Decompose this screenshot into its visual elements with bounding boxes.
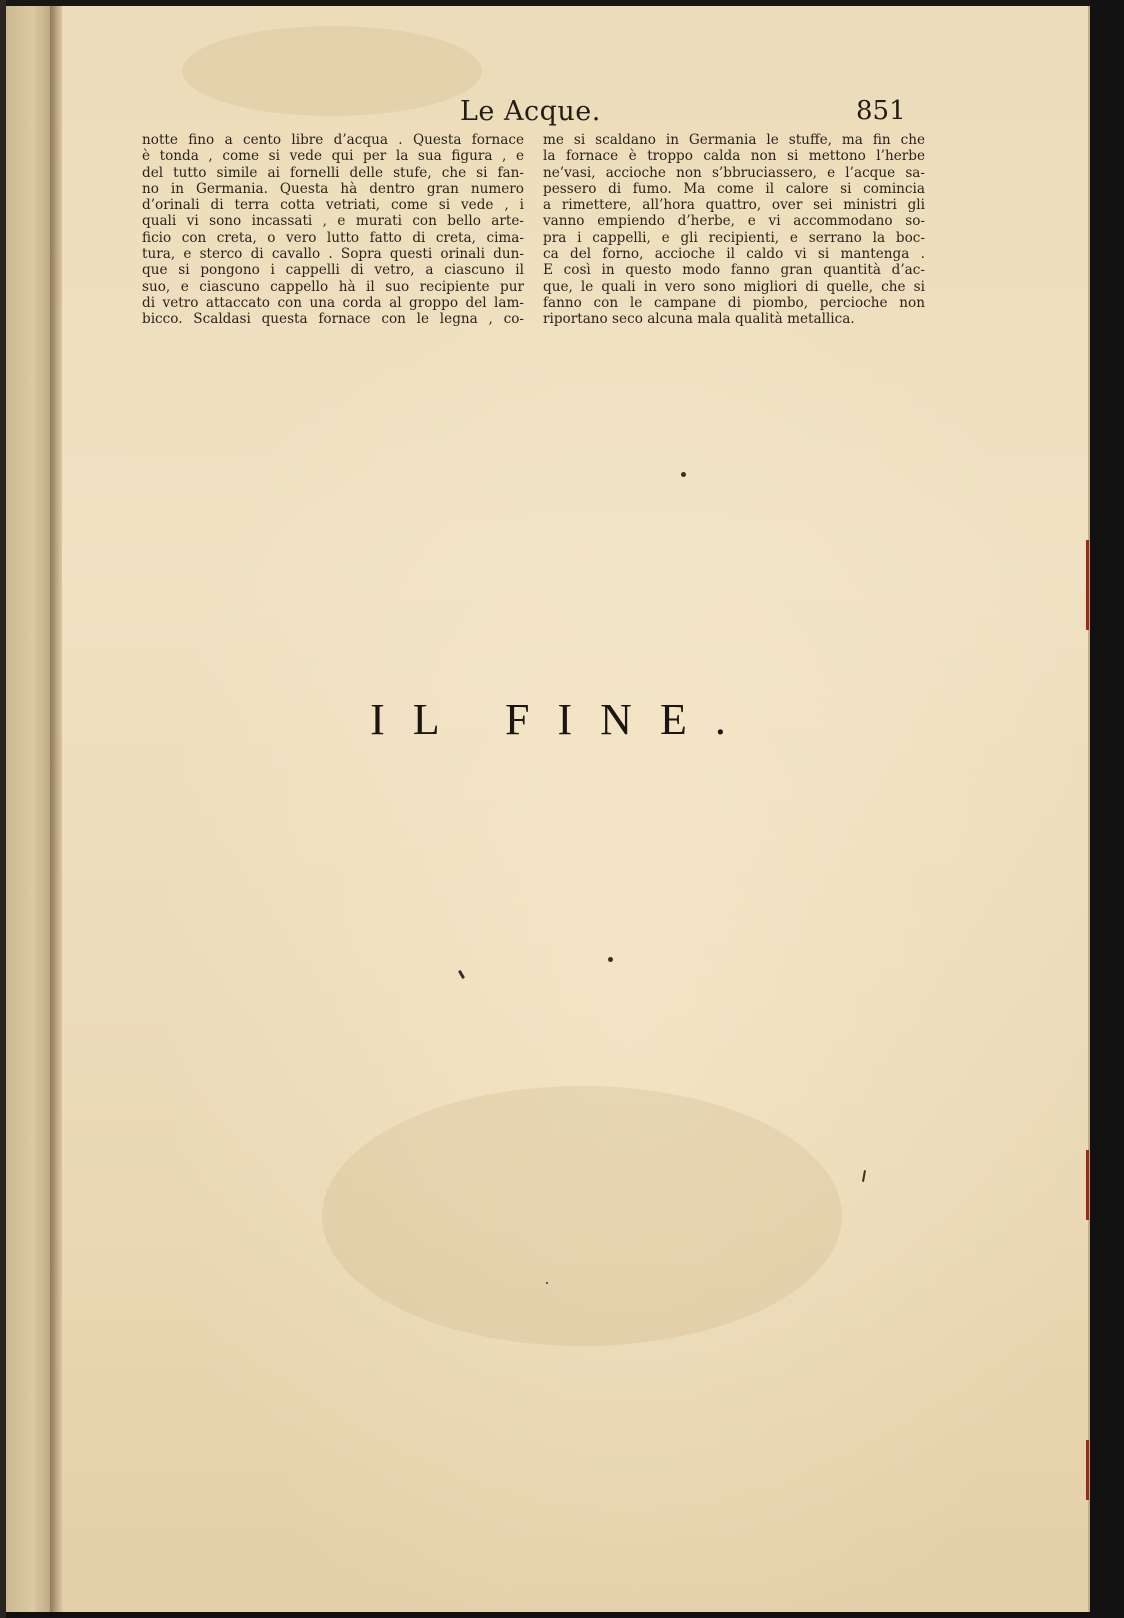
text-line: suo, e ciascuno cappello hà il suo recipiente pur <box>142 278 524 295</box>
text-line: di vetro attaccato con una corda al groppo del lam- <box>142 294 524 311</box>
text-line: ne’vasi, accioche non s’bbruciassero, e l’acque sa- <box>543 164 925 181</box>
text-column-left <box>142 132 524 328</box>
colophon-il-fine: IL FINE. <box>370 695 754 744</box>
text-line: a rimettere, all’hora quattro, over sei ministri gli <box>543 197 925 214</box>
red-edge-mark <box>1086 1150 1089 1220</box>
text-line: ca del forno, accioche il caldo vi si mantenga . <box>543 246 925 263</box>
scan-border-right <box>1090 0 1124 1618</box>
text-line: del tutto simile ai fornelli delle stufe, che si fan- <box>142 164 524 181</box>
running-head: Le Acque. <box>460 96 601 127</box>
text-line: vanno empiendo d’herbe, e vi accommodano so- <box>543 213 925 230</box>
text-line: d’orinali di terra cotta vetriati, come si vede , i <box>142 197 524 214</box>
adjacent-page-edge <box>6 6 54 1612</box>
red-edge-mark <box>1086 540 1089 630</box>
text-line: è tonda , come si vede qui per la sua figura , e <box>142 148 524 165</box>
text-line: fanno con le campane di piombo, percioche non <box>543 294 925 311</box>
ink-speck <box>608 957 613 962</box>
text-line: ficio con creta, o vero lutto fatto di creta, cima- <box>142 229 524 246</box>
text-line: la fornace è troppo calda non si mettono l’herbe <box>543 148 925 165</box>
text-column-right <box>543 132 925 328</box>
text-line: me si scaldano in Germania le stuffe, ma fin che <box>543 132 925 148</box>
text-line: riportano seco alcuna mala qualità metallica. <box>543 311 855 328</box>
foxing-stain <box>322 1086 842 1346</box>
text-line: pra i cappelli, e gli recipienti, e serrano la boc- <box>543 229 925 246</box>
ink-speck <box>862 1170 866 1182</box>
text-line: tura, e sterco di cavallo . Sopra questi orinali dun- <box>142 246 524 263</box>
text-line: bicco. Scaldasi questa fornace con le legna , co- <box>142 311 524 328</box>
ink-speck <box>546 1282 548 1284</box>
text-line: E così in questo modo fanno gran quantità d’ac- <box>543 262 925 279</box>
text-line: pessero di fumo. Ma come il calore si comincia <box>543 180 925 197</box>
text-line: que, le quali in vero sono migliori di quelle, che si <box>543 278 925 295</box>
text-line: notte fino a cento libre d’acqua . Questa fornace <box>142 132 524 148</box>
page-header <box>62 96 1092 132</box>
ink-speck <box>458 970 465 979</box>
text-line: que si pongono i cappelli di vetro, a ciascuno il <box>142 262 524 279</box>
text-line: no in Germania. Questa hà dentro gran numero <box>142 180 524 197</box>
text-line: quali vi sono incassati , e murati con bello arte- <box>142 213 524 230</box>
book-page <box>62 6 1092 1612</box>
ink-speck <box>681 472 686 477</box>
red-edge-mark <box>1086 1440 1089 1500</box>
page-number: 851 <box>856 96 906 126</box>
